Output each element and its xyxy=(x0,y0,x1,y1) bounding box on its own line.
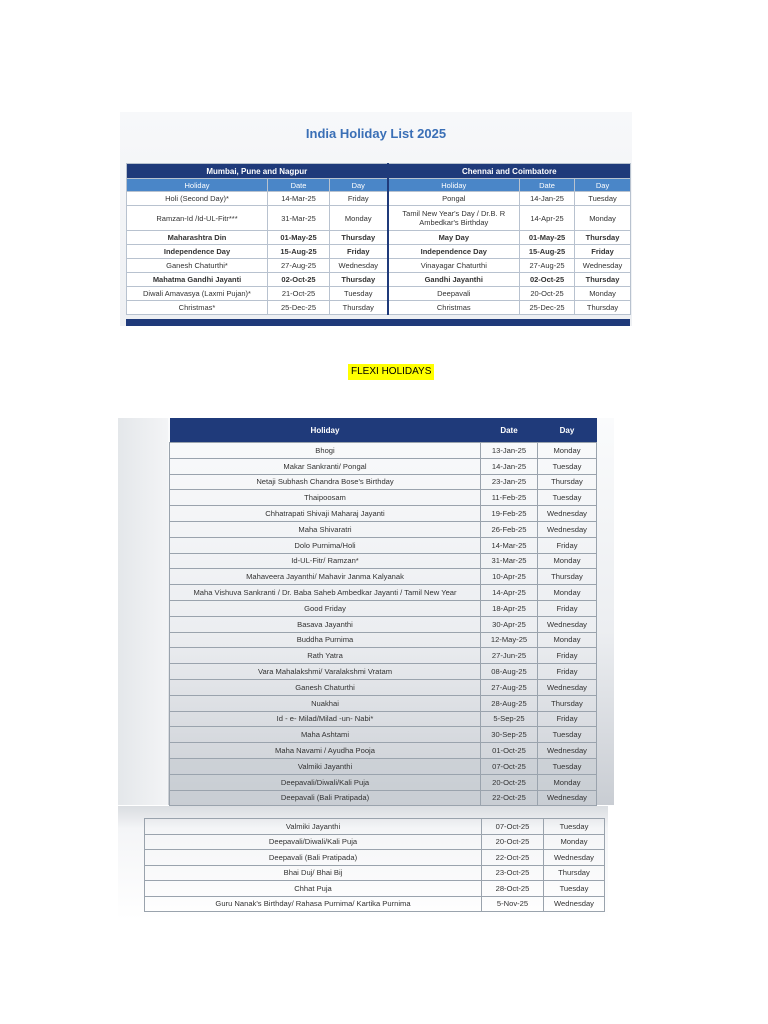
table-row xyxy=(170,679,597,695)
column-header-holiday: Holiday xyxy=(170,418,481,443)
holiday-name-cell: Diwali Amavasya (Laxmi Pujan)* xyxy=(127,287,268,301)
table-row xyxy=(145,834,605,850)
date-cell: 28-Oct-25 xyxy=(482,881,544,897)
day-cell: Wednesday xyxy=(544,850,605,866)
date-cell: 14-Jan-25 xyxy=(520,192,575,206)
table-row xyxy=(170,537,597,553)
holiday-name-cell: Chhatrapati Shivaji Maharaj Jayanti xyxy=(170,506,481,522)
day-cell: Wednesday xyxy=(538,506,597,522)
date-cell: 14-Mar-25 xyxy=(481,537,538,553)
holiday-name-cell: Deepavali (Bali Pratipada) xyxy=(145,850,482,866)
table-row xyxy=(127,259,631,273)
date-cell: 18-Apr-25 xyxy=(481,600,538,616)
table-row xyxy=(170,664,597,680)
table-row xyxy=(170,790,597,806)
flexi-holiday-panel xyxy=(118,418,614,805)
date-cell: 14-Apr-25 xyxy=(520,206,575,231)
table-row xyxy=(145,865,605,881)
date-cell: 30-Apr-25 xyxy=(481,616,538,632)
date-cell: 25-Dec-25 xyxy=(520,301,575,315)
day-cell: Thursday xyxy=(538,695,597,711)
date-cell: 14-Jan-25 xyxy=(481,458,538,474)
date-cell: 01-Oct-25 xyxy=(481,743,538,759)
day-cell: Friday xyxy=(538,711,597,727)
flexi-holiday-table xyxy=(169,418,597,806)
date-cell: 02-Oct-25 xyxy=(520,273,575,287)
holiday-name-cell: Maha Ashtami xyxy=(170,727,481,743)
table-row xyxy=(145,819,605,835)
day-cell: Monday xyxy=(575,287,631,301)
day-cell: Monday xyxy=(575,206,631,231)
table-row xyxy=(170,632,597,648)
table-row xyxy=(145,896,605,912)
holiday-name-cell: Basava Jayanthi xyxy=(170,616,481,632)
date-cell: 22-Oct-25 xyxy=(481,790,538,806)
day-cell: Thursday xyxy=(544,865,605,881)
table-row xyxy=(170,743,597,759)
day-cell: Friday xyxy=(538,664,597,680)
table-row xyxy=(170,727,597,743)
table-row xyxy=(170,490,597,506)
table-row xyxy=(170,758,597,774)
day-cell: Tuesday xyxy=(575,192,631,206)
date-cell: 5-Nov-25 xyxy=(482,896,544,912)
day-cell: Friday xyxy=(330,245,388,259)
date-cell: 02-Oct-25 xyxy=(268,273,330,287)
table-row xyxy=(170,774,597,790)
table-row xyxy=(170,600,597,616)
page-title: India Holiday List 2025 xyxy=(305,126,447,141)
date-cell: 01-May-25 xyxy=(520,231,575,245)
holiday-name-cell: Maha Navami / Ayudha Pooja xyxy=(170,743,481,759)
day-cell: Monday xyxy=(538,585,597,601)
holiday-name-cell: Valmiki Jayanthi xyxy=(145,819,482,835)
holiday-name-cell: Christmas* xyxy=(127,301,268,315)
table-row xyxy=(170,458,597,474)
day-cell: Tuesday xyxy=(330,287,388,301)
holiday-name-cell: Bhogi xyxy=(170,443,481,459)
city-holiday-panel xyxy=(120,112,632,326)
day-cell: Tuesday xyxy=(544,819,605,835)
date-cell: 22-Oct-25 xyxy=(482,850,544,866)
date-cell: 10-Apr-25 xyxy=(481,569,538,585)
day-cell: Thursday xyxy=(330,301,388,315)
day-cell: Friday xyxy=(575,245,631,259)
table-row xyxy=(127,245,631,259)
date-cell: 27-Aug-25 xyxy=(268,259,330,273)
holiday-name-cell: Holi (Second Day)* xyxy=(127,192,268,206)
holiday-name-cell: Deepavali/Diwali/Kali Puja xyxy=(145,834,482,850)
date-cell: 20-Oct-25 xyxy=(481,774,538,790)
table-row xyxy=(170,474,597,490)
date-cell: 01-May-25 xyxy=(268,231,330,245)
holiday-name-cell: Christmas xyxy=(388,301,520,315)
holiday-name-cell: Nuakhai xyxy=(170,695,481,711)
table-row xyxy=(127,231,631,245)
column-header-date: Date xyxy=(481,418,538,443)
day-cell: Tuesday xyxy=(538,458,597,474)
day-cell: Thursday xyxy=(538,569,597,585)
date-cell: 23-Oct-25 xyxy=(482,865,544,881)
table-row xyxy=(145,850,605,866)
city-holiday-table xyxy=(126,163,631,315)
table-row xyxy=(170,616,597,632)
day-cell: Monday xyxy=(538,553,597,569)
table-row xyxy=(127,206,631,231)
holiday-name-cell: May Day xyxy=(388,231,520,245)
date-cell: 31-Mar-25 xyxy=(268,206,330,231)
day-cell: Monday xyxy=(544,834,605,850)
holiday-name-cell: Maha Vishuva Sankranti / Dr. Baba Saheb Ambedkar Jayanti / Tamil New Year xyxy=(170,585,481,601)
holiday-name-cell: Vara Mahalakshmi/ Varalakshmi Vratam xyxy=(170,664,481,680)
date-cell: 07-Oct-25 xyxy=(482,819,544,835)
day-cell: Thursday xyxy=(330,273,388,287)
holiday-name-cell: Deepavali/Diwali/Kali Puja xyxy=(170,774,481,790)
table-row xyxy=(145,881,605,897)
day-cell: Friday xyxy=(538,648,597,664)
flexi-continuation-panel xyxy=(118,806,608,920)
holiday-name-cell: Vinayagar Chaturthi xyxy=(388,259,520,273)
day-cell: Wednesday xyxy=(544,896,605,912)
day-cell: Tuesday xyxy=(544,881,605,897)
date-cell: 20-Oct-25 xyxy=(482,834,544,850)
holiday-name-cell: Mahaveera Jayanthi/ Mahavir Janma Kalyanak xyxy=(170,569,481,585)
column-header-day: Day xyxy=(575,179,631,192)
date-cell: 15-Aug-25 xyxy=(268,245,330,259)
column-header-day: Day xyxy=(538,418,597,443)
holiday-name-cell: Makar Sankranti/ Pongal xyxy=(170,458,481,474)
holiday-name-cell: Tamil New Year's Day / Dr.B. R Ambedkar's Birthday xyxy=(388,206,520,231)
holiday-name-cell: Good Friday xyxy=(170,600,481,616)
date-cell: 27-Aug-25 xyxy=(520,259,575,273)
day-cell: Friday xyxy=(330,192,388,206)
table-row xyxy=(170,506,597,522)
holiday-name-cell: Ganesh Chaturthi xyxy=(170,679,481,695)
day-cell: Wednesday xyxy=(538,616,597,632)
date-cell: 31-Mar-25 xyxy=(481,553,538,569)
holiday-name-cell: Deepavali xyxy=(388,287,520,301)
table-row xyxy=(127,273,631,287)
holiday-name-cell: Mahatma Gandhi Jayanti xyxy=(127,273,268,287)
holiday-name-cell: Maharashtra Din xyxy=(127,231,268,245)
date-cell: 08-Aug-25 xyxy=(481,664,538,680)
column-header-date: Date xyxy=(268,179,330,192)
table-row xyxy=(170,521,597,537)
day-cell: Wednesday xyxy=(330,259,388,273)
date-cell: 30-Sep-25 xyxy=(481,727,538,743)
holiday-name-cell: Chhat Puja xyxy=(145,881,482,897)
day-cell: Thursday xyxy=(575,273,631,287)
holiday-name-cell: Id-UL-Fitr/ Ramzan* xyxy=(170,553,481,569)
flexi-table-body xyxy=(170,443,597,806)
date-cell: 14-Mar-25 xyxy=(268,192,330,206)
holiday-name-cell: Ramzan-Id /Id-UL-Fitr*** xyxy=(127,206,268,231)
holiday-name-cell: Guru Nanak's Birthday/ Rahasa Purnima/ Kartika Purnima xyxy=(145,896,482,912)
holiday-name-cell: Dolo Purnima/Holi xyxy=(170,537,481,553)
day-cell: Tuesday xyxy=(538,490,597,506)
holiday-name-cell: Netaji Subhash Chandra Bose's Birthday xyxy=(170,474,481,490)
table-row xyxy=(170,553,597,569)
continuation-table-body xyxy=(145,819,605,912)
column-header-date: Date xyxy=(520,179,575,192)
holiday-name-cell: Ganesh Chaturthi* xyxy=(127,259,268,273)
holiday-name-cell: Independence Day xyxy=(127,245,268,259)
table-row xyxy=(127,192,631,206)
date-cell: 07-Oct-25 xyxy=(481,758,538,774)
column-header-holiday: Holiday xyxy=(127,179,268,192)
day-cell: Wednesday xyxy=(575,259,631,273)
day-cell: Wednesday xyxy=(538,790,597,806)
table-footer-bar xyxy=(126,319,630,326)
date-cell: 26-Feb-25 xyxy=(481,521,538,537)
holiday-name-cell: Rath Yatra xyxy=(170,648,481,664)
holiday-name-cell: Pongal xyxy=(388,192,520,206)
date-cell: 15-Aug-25 xyxy=(520,245,575,259)
day-cell: Monday xyxy=(538,774,597,790)
holiday-name-cell: Independence Day xyxy=(388,245,520,259)
day-cell: Thursday xyxy=(330,231,388,245)
table-row xyxy=(127,287,631,301)
day-cell: Tuesday xyxy=(538,727,597,743)
region-header-chennai: Chennai and Coimbatore xyxy=(388,164,631,179)
date-cell: 11-Feb-25 xyxy=(481,490,538,506)
date-cell: 25-Dec-25 xyxy=(268,301,330,315)
date-cell: 5-Sep-25 xyxy=(481,711,538,727)
day-cell: Tuesday xyxy=(538,758,597,774)
day-cell: Friday xyxy=(538,537,597,553)
day-cell: Wednesday xyxy=(538,521,597,537)
table-row xyxy=(170,569,597,585)
column-header-holiday: Holiday xyxy=(388,179,520,192)
date-cell: 12-May-25 xyxy=(481,632,538,648)
holiday-name-cell: Maha Shivaratri xyxy=(170,521,481,537)
holiday-name-cell: Thaipoosam xyxy=(170,490,481,506)
day-cell: Monday xyxy=(538,632,597,648)
date-cell: 27-Aug-25 xyxy=(481,679,538,695)
day-cell: Wednesday xyxy=(538,679,597,695)
region-header-mumbai: Mumbai, Pune and Nagpur xyxy=(127,164,388,179)
table-row xyxy=(170,648,597,664)
day-cell: Thursday xyxy=(575,231,631,245)
flexi-holidays-label: FLEXI HOLIDAYS xyxy=(348,364,434,380)
table-row xyxy=(170,711,597,727)
date-cell: 27-Jun-25 xyxy=(481,648,538,664)
day-cell: Thursday xyxy=(538,474,597,490)
holiday-name-cell: Deepavali (Bali Pratipada) xyxy=(170,790,481,806)
table-row xyxy=(170,695,597,711)
holiday-name-cell: Valmiki Jayanthi xyxy=(170,758,481,774)
column-header-day: Day xyxy=(330,179,388,192)
table-row xyxy=(170,443,597,459)
date-cell: 19-Feb-25 xyxy=(481,506,538,522)
holiday-name-cell: Bhai Duj/ Bhai Bij xyxy=(145,865,482,881)
holiday-name-cell: Buddha Purnima xyxy=(170,632,481,648)
date-cell: 21-Oct-25 xyxy=(268,287,330,301)
holiday-name-cell: Id - e- Milad/Milad -un- Nabi* xyxy=(170,711,481,727)
day-cell: Friday xyxy=(538,600,597,616)
date-cell: 23-Jan-25 xyxy=(481,474,538,490)
city-table-body xyxy=(127,192,631,315)
day-cell: Thursday xyxy=(575,301,631,315)
table-row xyxy=(170,585,597,601)
date-cell: 14-Apr-25 xyxy=(481,585,538,601)
day-cell: Wednesday xyxy=(538,743,597,759)
date-cell: 28-Aug-25 xyxy=(481,695,538,711)
table-row xyxy=(127,301,631,315)
date-cell: 13-Jan-25 xyxy=(481,443,538,459)
panel-side-strip xyxy=(118,418,168,805)
date-cell: 20-Oct-25 xyxy=(520,287,575,301)
flexi-continuation-table xyxy=(144,818,605,912)
holiday-name-cell: Gandhi Jayanthi xyxy=(388,273,520,287)
day-cell: Monday xyxy=(538,443,597,459)
day-cell: Monday xyxy=(330,206,388,231)
